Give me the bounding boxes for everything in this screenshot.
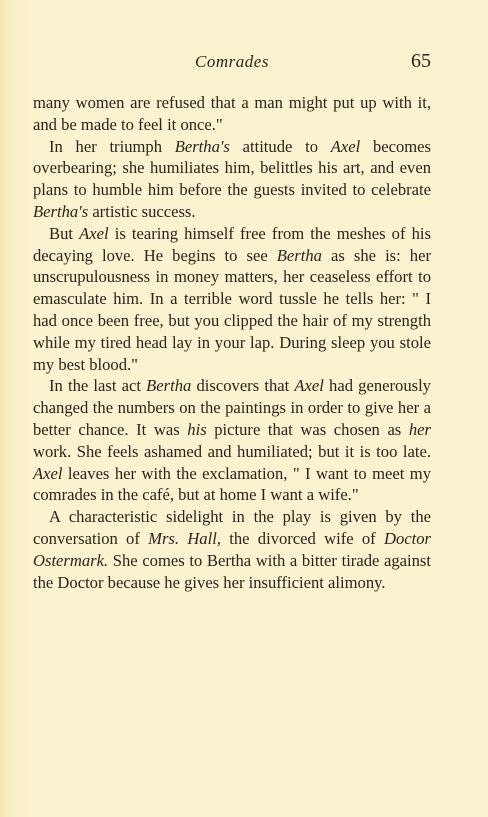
text-run: She comes to Bertha with a bitter tirade against the Doctor because he gives her insufficient alimony. xyxy=(33,550,431,592)
text-run: many women are refused that a man might put up with it, and be made to feel it once." xyxy=(33,93,431,134)
italic-text: Bertha xyxy=(276,245,322,265)
text-run: leaves her with the exclamation, " I want to meet my comrades in the café, but at home I want a wife." xyxy=(33,463,431,505)
page-header xyxy=(33,52,431,74)
italic-text: her xyxy=(408,419,431,439)
italic-text: Bertha's xyxy=(174,136,230,156)
text-run: In the last act xyxy=(49,376,147,396)
text-run: artistic success. xyxy=(88,201,196,221)
paragraph xyxy=(33,375,431,506)
italic-text: Mrs. Hall, xyxy=(148,528,221,548)
italic-text: his xyxy=(187,419,207,439)
paragraph xyxy=(33,506,431,593)
running-title: Comrades xyxy=(195,52,269,71)
paragraph xyxy=(33,136,431,223)
text-run: is tearing himself free from the meshes of his decaying love. He begins to see xyxy=(33,223,431,265)
text-run: becomes overbearing; she humiliates him, belittles his art, and even plans to humble him before the guests invited to celebrate xyxy=(33,136,431,200)
text-run: picture that was chosen as xyxy=(206,419,409,439)
paragraph xyxy=(33,92,431,136)
italic-text: Bertha xyxy=(146,376,192,396)
text-run: attitude to xyxy=(229,136,331,156)
italic-text: Axel xyxy=(330,136,361,156)
text-run: had generously changed the numbers on the paintings in order to give her a better chance. It was xyxy=(33,376,431,439)
italic-text: Bertha's xyxy=(33,201,89,221)
text-run: But xyxy=(49,223,80,243)
page-number: 65 xyxy=(411,50,431,72)
italic-text: Axel xyxy=(79,223,109,243)
text-run: In her triumph xyxy=(49,136,175,156)
text-run: the divorced wife of xyxy=(220,528,384,548)
italic-text: Axel xyxy=(294,376,324,396)
text-run: discovers that xyxy=(191,376,295,396)
text-run: work. She feels ashamed and humiliated; but it is too late. xyxy=(33,441,431,461)
text-run: A characteristic sidelight in the play is given by the conversation of xyxy=(33,507,431,548)
paragraph xyxy=(33,223,431,376)
italic-text: Doctor Ostermark. xyxy=(33,528,431,570)
body-text xyxy=(33,92,431,593)
text-run: as she is: her unscrupulousness in money matters, her ceaseless effort to emasculate him. In a terrible word tussle he tells her: " I had once been free, but you clipped the hair of my strength while my tired head lay in your lap. During sleep you stole my best blood." xyxy=(33,245,431,374)
italic-text: Axel xyxy=(33,463,63,483)
